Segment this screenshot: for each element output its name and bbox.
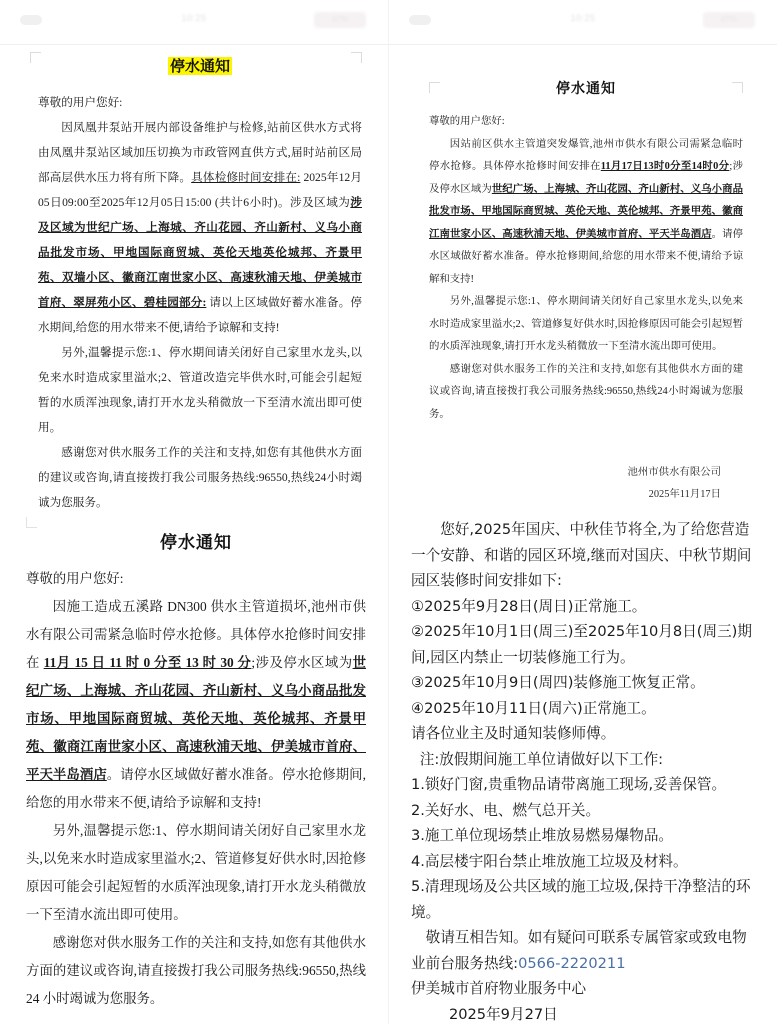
notice-c-p3-tail: 热线24小时竭诚为您服务。 bbox=[429, 386, 744, 420]
notice-a-paragraph-3 bbox=[38, 440, 362, 515]
notice-d-phone-number[interactable]: 0566-2220211 bbox=[518, 954, 626, 972]
status-bar-badge-right: 47% bbox=[703, 12, 755, 28]
notice-d-item-2: ②2025年10月1日(周三)至2025年10月8日(周三)期间,园区内禁止一切装修施工行为。 bbox=[411, 623, 752, 666]
notice-c-signer: 池州市供水有限公司 bbox=[627, 467, 721, 478]
notice-b-hotline: 96550, bbox=[302, 963, 340, 978]
notice-a-p1-time: 2025年12月05日09:00至2025年12月05日15:00 (共计6小时)。涉及区域为 bbox=[38, 171, 362, 209]
left-status-bar bbox=[0, 0, 388, 45]
right-document-column bbox=[389, 0, 777, 1024]
notice-d bbox=[389, 517, 777, 1024]
notice-d-item-3: ③2025年10月9日(周四)装修施工恢复正常。 bbox=[411, 674, 705, 691]
notice-a-p1-text: 因凤凰井泵站开展内部设备维护与检修,站前区供水方式将由凤凰井泵站区域加压切换为市政管网直供方式,届时站前区局部高层供水压力将有所下降。 bbox=[38, 121, 362, 184]
notice-c-p3-text: 感谢您对供水服务工作的关注和支持,如您有其他供水方面的建议或咨询,请直接拨打我公司服务热线: bbox=[429, 363, 743, 397]
notice-b-p1-tail: 。请停水区域做好蓄水准备。停水抢修期间,给您的用水带来不便,请给予谅解和支持! bbox=[26, 767, 366, 810]
notice-b-p1-mid: ;涉及停水区域为 bbox=[251, 655, 353, 670]
notice-d-task-1: 1.锁好门窗,贵重物品请带离施工现场,妥善保管。 bbox=[411, 776, 727, 793]
notice-b-p3-tail: 热线 24 小时竭诚为您服务。 bbox=[26, 963, 366, 1006]
right-status-bar bbox=[389, 0, 777, 45]
notice-c-p1-mid: ;涉及停水区域为 bbox=[429, 161, 743, 195]
notice-c-p1-tail: 。请停水区域做好蓄水准备。停水抢修期间,给您的用水带来不便,请给予谅解和支持! bbox=[429, 228, 744, 285]
notice-a-p3-tail: 热线24小时竭诚为您服务。 bbox=[38, 471, 362, 509]
notice-b-outage-time: 11月 15 日 11 时 0 分至 13 时 30 分 bbox=[43, 655, 252, 670]
notice-c bbox=[389, 78, 777, 506]
notice-d-note-header: 注:放假期间施工单位请做好以下工作: bbox=[419, 750, 664, 768]
notice-d-item-1: ①2025年9月28日(周日)正常施工。 bbox=[411, 597, 647, 615]
notice-d-item-4: ④2025年10月11日(周六)正常施工。 bbox=[411, 699, 656, 717]
notice-d-notify: 请各位业主及时通知装修师傅。 bbox=[411, 725, 616, 742]
notice-d-task-5: 5.清理现场及公共区域的施工垃圾,保持干净整洁的环境。 bbox=[411, 878, 751, 921]
notice-d-org: 伊美城市首府物业服务中心 bbox=[411, 980, 587, 997]
notice-c-outage-time: 11月17日13时0分至14时0分 bbox=[600, 161, 730, 172]
notice-d-intro: 您好,2025年国庆、中秋佳节将全,为了给您营造一个安静、和谐的园区环境,继而对国庆、中秋节期间园区装修时间安排如下: bbox=[411, 521, 752, 589]
notice-c-affected-areas: 世纪广场、上海城、齐山花园、齐山新村、义乌小商品批发市场、甲地国际商贸城、英伦天地、英伦城邦、齐景甲苑、徽商江南世家小区、高速秋浦天地、伊美城市首府、平天半岛酒店 bbox=[429, 183, 744, 240]
notice-a-paragraph-1 bbox=[38, 115, 362, 340]
notice-b-p1-text: 因施工造成五溪路 DN300 供水主管道损坏,池州市供水有限公司需紧急临时停水抢修。具体停水抢修时间安排在 bbox=[26, 599, 366, 670]
notice-b-p3-text: 感谢您对供水服务工作的关注和支持,如您有其他供水方面的建议或咨询,请直接拨打我公司服务热线: bbox=[26, 935, 366, 978]
notice-a-schedule-underline: 具体检修时间安排在: bbox=[191, 171, 301, 184]
notice-d-closing-text: 敬请互相告知。如有疑问可联系专属管家或致电物业前台服务热线: bbox=[411, 929, 747, 972]
notice-c-salutation: 尊敬的用户您好: bbox=[429, 116, 505, 127]
notice-c-hotline: 96550, bbox=[606, 386, 636, 397]
notice-b bbox=[0, 528, 388, 1013]
notice-c-paragraph-3 bbox=[429, 359, 743, 427]
status-bar-time-right: 10:25 bbox=[570, 13, 596, 23]
notice-b-title: 停水通知 bbox=[160, 533, 232, 552]
notice-c-p1-text: 因站前区供水主管道突发爆管,池州市供水有限公司需紧急临时停水抢修。具体停水抢修时间安排在 bbox=[429, 138, 743, 172]
crop-mark-mid-left bbox=[26, 517, 37, 528]
notice-d-task-4: 4.高层楼宇阳台禁止堆放施工垃圾及材料。 bbox=[411, 852, 688, 870]
notice-a-title: 停水通知 bbox=[169, 57, 230, 75]
notice-b-paragraph-1 bbox=[26, 593, 366, 817]
notice-d-date: 2025年9月27日 bbox=[448, 1005, 558, 1023]
status-bar-time: 10:25 bbox=[181, 13, 207, 23]
notice-d-task-2: 2.关好水、电、燃气总开关。 bbox=[411, 801, 601, 819]
notice-c-paragraph-1 bbox=[429, 134, 743, 292]
notice-c-title: 停水通知 bbox=[556, 82, 616, 97]
notice-b-paragraph-2: 另外,温馨提示您:1、停水期间请关闭好自己家里水龙头,以免来水时造成家里溢水;2、管道修复好供水时,因抢修原因可能会引起短暂的水质浑浊现象,请打开水龙头稍微放一下至清水流出即可使用。 bbox=[26, 823, 366, 922]
notice-a-affected-areas: 涉及区域为世纪广场、上海城、齐山花园、齐山新村、义乌小商品批发市场、甲地国际商贸城、英伦天地英伦城邦、齐景甲苑、双墙小区、徽商江南世家小区、高速秋浦天地、伊美城市首府、翠屏苑小区、碧桂园部分: bbox=[38, 196, 362, 309]
notice-a bbox=[0, 55, 388, 515]
notice-b-affected-areas: 世纪广场、上海城、齐山花园、齐山新村、义乌小商品批发市场、甲地国际商贸城、英伦天地、英伦城邦、齐景甲苑、徽商江南世家小区、高速秋浦天地、伊美城市首府、平天半岛酒店 bbox=[26, 655, 366, 782]
notice-c-paragraph-2: 另外,温馨提示您:1、停水期间请关闭好自己家里水龙头,以免来水时造成家里溢水;2、管道修复好供水时,因抢修原因可能会引起短暂的水质浑浊现象,请打开水龙头稍微放一下至清水流出即可使用。 bbox=[429, 296, 743, 352]
notice-a-paragraph-2: 另外,温馨提示您:1、停水期间请关闭好自己家里水龙头,以免来水时造成家里溢水;2、管道改造完毕供水时,可能会引起短暂的水质浑浊现象,请打开水龙头稍微放一下至清水流出即可使用。 bbox=[38, 346, 362, 434]
notice-a-p1-tail: 请以上区域做好蓄水准备。停水期间,给您的用水带来不便,请给予谅解和支持! bbox=[38, 296, 362, 334]
notice-d-closing bbox=[411, 925, 761, 976]
notice-d-task-3: 3.施工单位现场禁止堆放易燃易爆物品。 bbox=[411, 827, 674, 844]
notice-c-sign-date: 2025年11月17日 bbox=[648, 489, 721, 500]
notice-a-p3-text: 感谢您对供水服务工作的关注和支持,如您有其他供水方面的建议或咨询,请直接拨打我公司服务热线: bbox=[38, 446, 362, 484]
notice-b-paragraph-3 bbox=[26, 929, 366, 1013]
notice-a-hotline: 96550, bbox=[258, 471, 291, 484]
notice-c-signature bbox=[429, 462, 743, 506]
notice-a-salutation: 尊敬的用户您好: bbox=[38, 96, 123, 109]
notice-b-salutation: 尊敬的用户您好: bbox=[26, 571, 124, 586]
status-bar-badge: 47% bbox=[314, 12, 366, 28]
